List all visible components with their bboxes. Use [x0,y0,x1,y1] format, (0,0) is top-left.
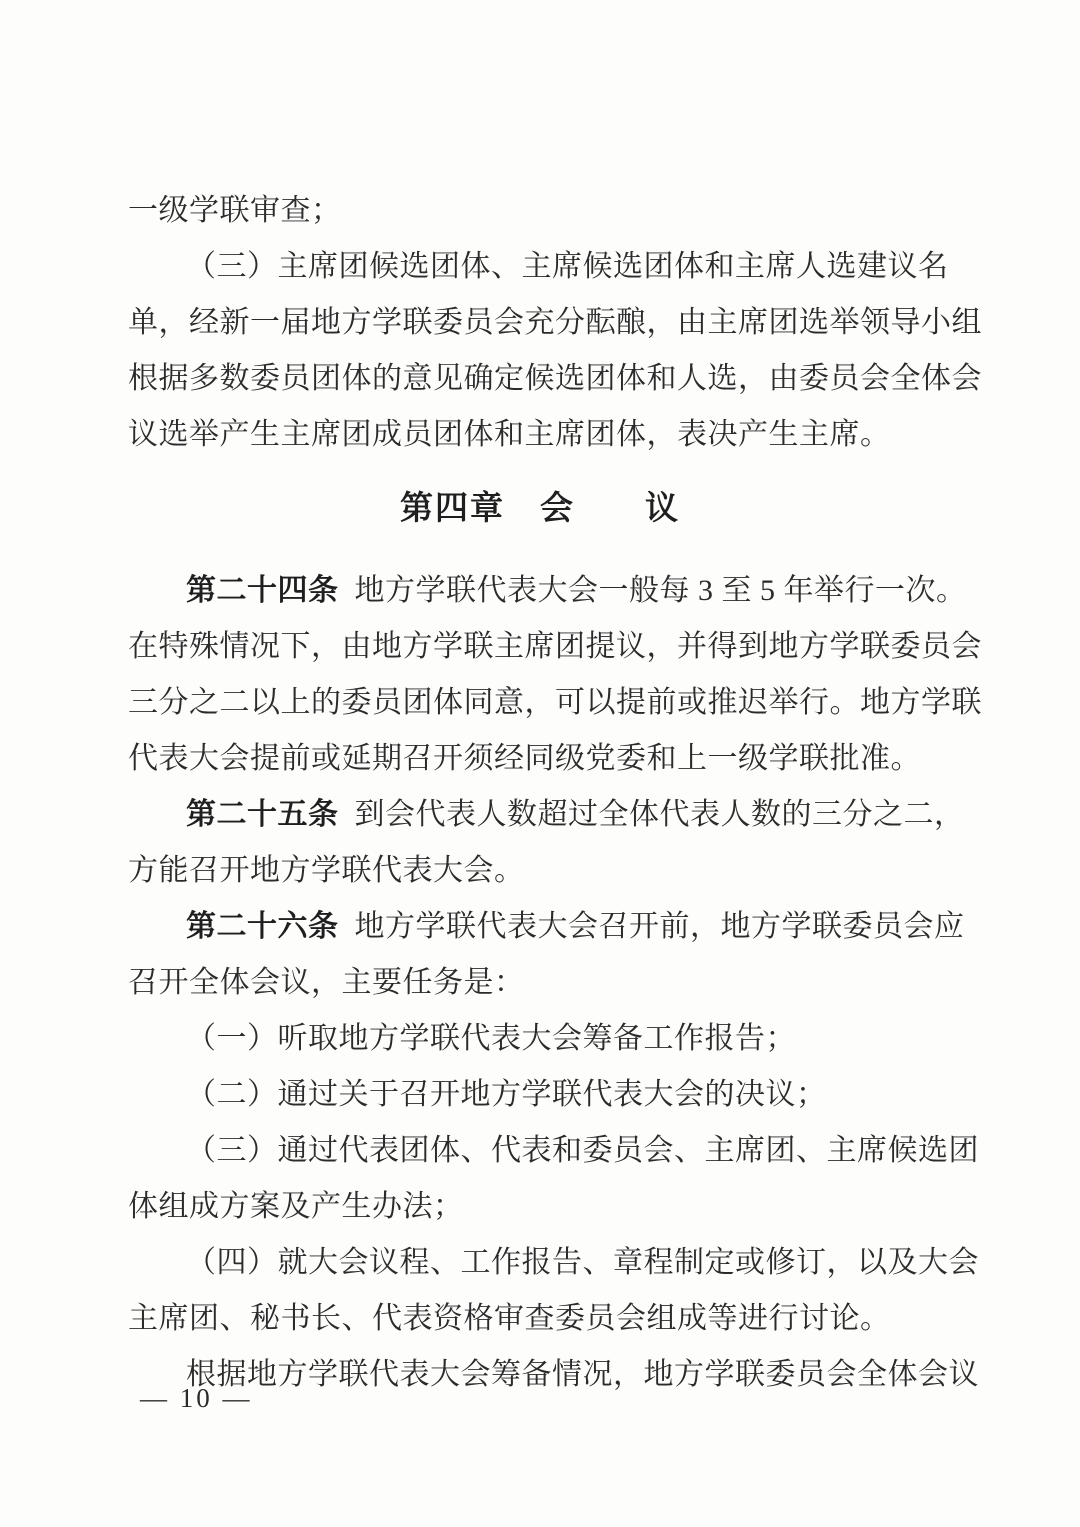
paragraph-line: （三）主席团候选团体、主席候选团体和主席人选建议名 [186,250,949,283]
list-item-line: 体组成方案及产生办法； [128,1190,464,1223]
paragraph-line: 方能召开地方学联代表大会。 [128,854,525,887]
article-number: 第二十四条 [186,574,339,607]
list-item-line: （一）听取地方学联代表大会筹备工作报告； [186,1022,796,1055]
paragraph-line: 单，经新一届地方学联委员会充分酝酿，由主席团选举领导小组 [128,306,982,339]
paragraph-line: 一级学联审查； [128,194,342,227]
paragraph-line [128,899,965,955]
article-number: 第二十五条 [186,798,339,831]
paragraph-line: 代表大会提前或延期召开须经同级党委和上一级学联批准。 [128,742,921,775]
chapter-heading: 第四章 会 议 [400,491,680,527]
article-text: 到会代表人数超过全体代表人数的三分之二， [354,798,965,831]
paragraph-line: 根据地方学联代表大会筹备情况，地方学联委员会全体会议 [186,1358,979,1391]
paragraph-line [128,563,967,619]
paragraph-line: 议选举产生主席团成员团体和主席团体，表决产生主席。 [128,418,891,451]
paragraph-line [128,787,965,843]
paragraph-line: 召开全体会议，主要任务是： [128,966,525,999]
paragraph-line: 三分之二以上的委员团体同意，可以提前或推迟举行。地方学联 [128,686,982,719]
paragraph-line: 根据多数委员团体的意见确定候选团体和人选，由委员会全体会 [128,362,982,395]
article-number: 第二十六条 [186,910,339,943]
article-text: 地方学联代表大会一般每 3 至 5 年举行一次。 [354,574,967,607]
paragraph-line: 在特殊情况下，由地方学联主席团提议，并得到地方学联委员会 [128,630,982,663]
article-text: 地方学联代表大会召开前，地方学联委员会应 [354,910,965,943]
list-item-line: （三）通过代表团体、代表和委员会、主席团、主席候选团 [186,1134,979,1167]
list-item-line: 主席团、秘书长、代表资格审查委员会组成等进行讨论。 [128,1302,891,1335]
list-item-line: （四）就大会议程、工作报告、章程制定或修订，以及大会 [186,1246,979,1279]
list-item-line: （二）通过关于召开地方学联代表大会的决议； [186,1078,827,1111]
page-number: — 10 — [140,1383,253,1413]
